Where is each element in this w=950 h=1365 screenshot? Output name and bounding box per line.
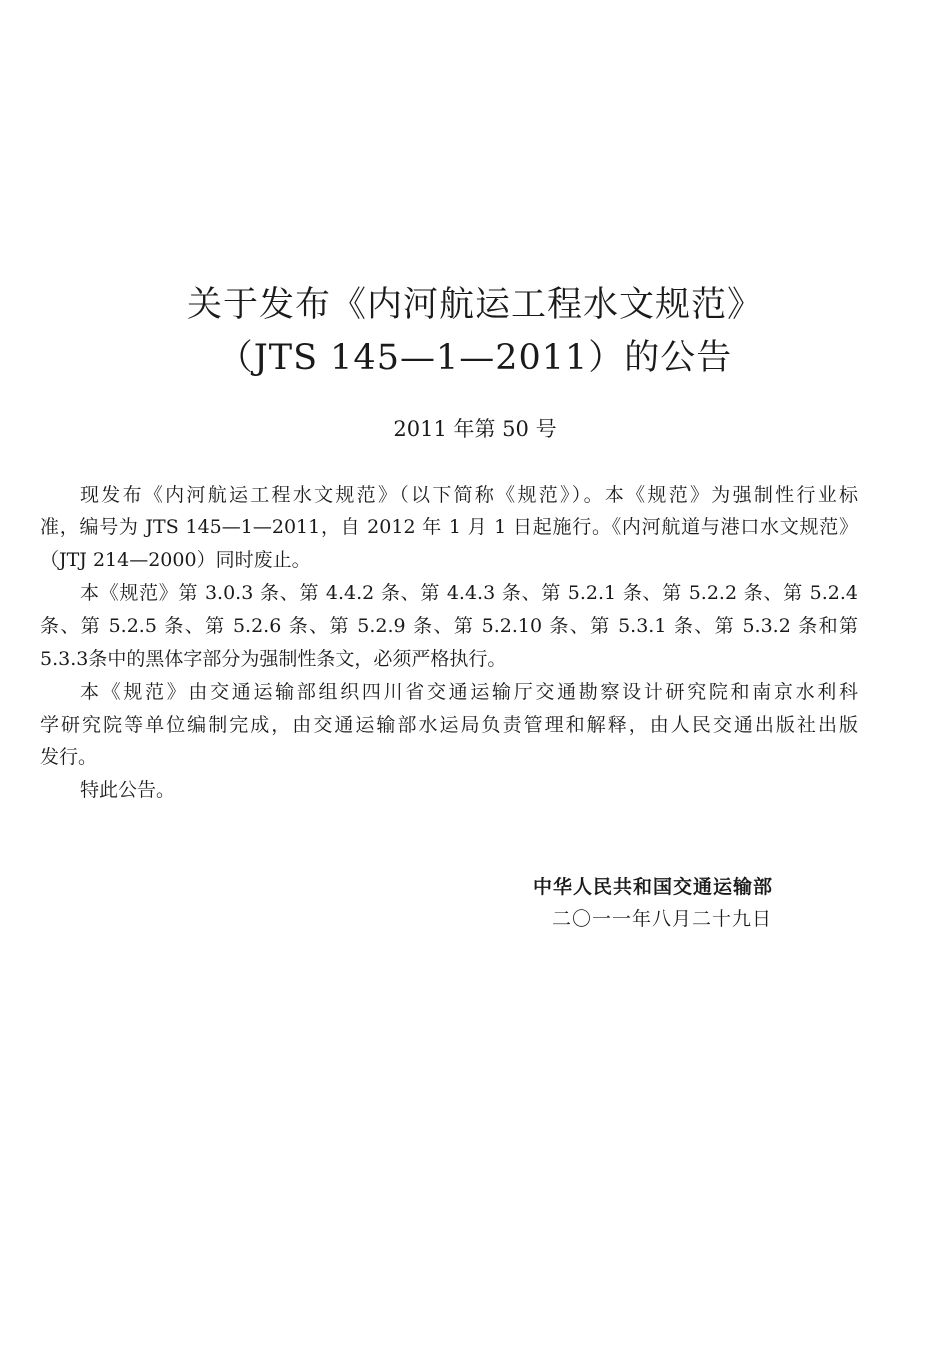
announcement-title-line-2: （JTS 145—1—2011）的公告 (217, 338, 733, 378)
paragraph-3-line-2: 学研究院等单位编制完成，由交通运输部水运局负责管理和解释，由人民交通出版社出版 (40, 714, 858, 736)
issue-date: 二〇一一年八月二十九日 (552, 908, 773, 930)
paragraph-3-line-1: 本《规范》由交通运输部组织四川省交通运输厅交通勘察设计研究院和南京水利科 (80, 681, 858, 703)
paragraph-2-line-3: 5.3.3条中的黑体字部分为强制性条文，必须严格执行。 (40, 648, 507, 670)
paragraph-2-line-2: 条、第 5.2.5 条、第 5.2.6 条、第 5.2.9 条、第 5.2.10 条、第 5.3.1 条、第 5.3.2 条和第 (40, 615, 858, 637)
document-number: 2011 年第 50 号 (393, 417, 557, 441)
paragraph-2-line-1: 本《规范》第 3.0.3 条、第 4.4.2 条、第 4.4.3 条、第 5.2.1 条、第 5.2.2 条、第 5.2.4 (80, 582, 858, 604)
announcement-title-line-1: 关于发布《内河航运工程水文规范》 (186, 285, 763, 325)
paragraph-1-line-2: 准，编号为 JTS 145—1—2011，自 2012 年 1 月 1 日起施行。《内河航道与港口水文规范》 (40, 516, 858, 538)
paragraph-3-line-3: 发行。 (40, 746, 98, 768)
issuing-organization: 中华人民共和国交通运输部 (533, 876, 774, 898)
paragraph-1-line-1: 现发布《内河航运工程水文规范》（以下简称《规范》）。本《规范》为强制性行业标 (80, 484, 858, 506)
paragraph-1-line-3: （JTJ 214—2000）同时废止。 (40, 549, 311, 571)
paragraph-4-line-1: 特此公告。 (80, 779, 176, 801)
